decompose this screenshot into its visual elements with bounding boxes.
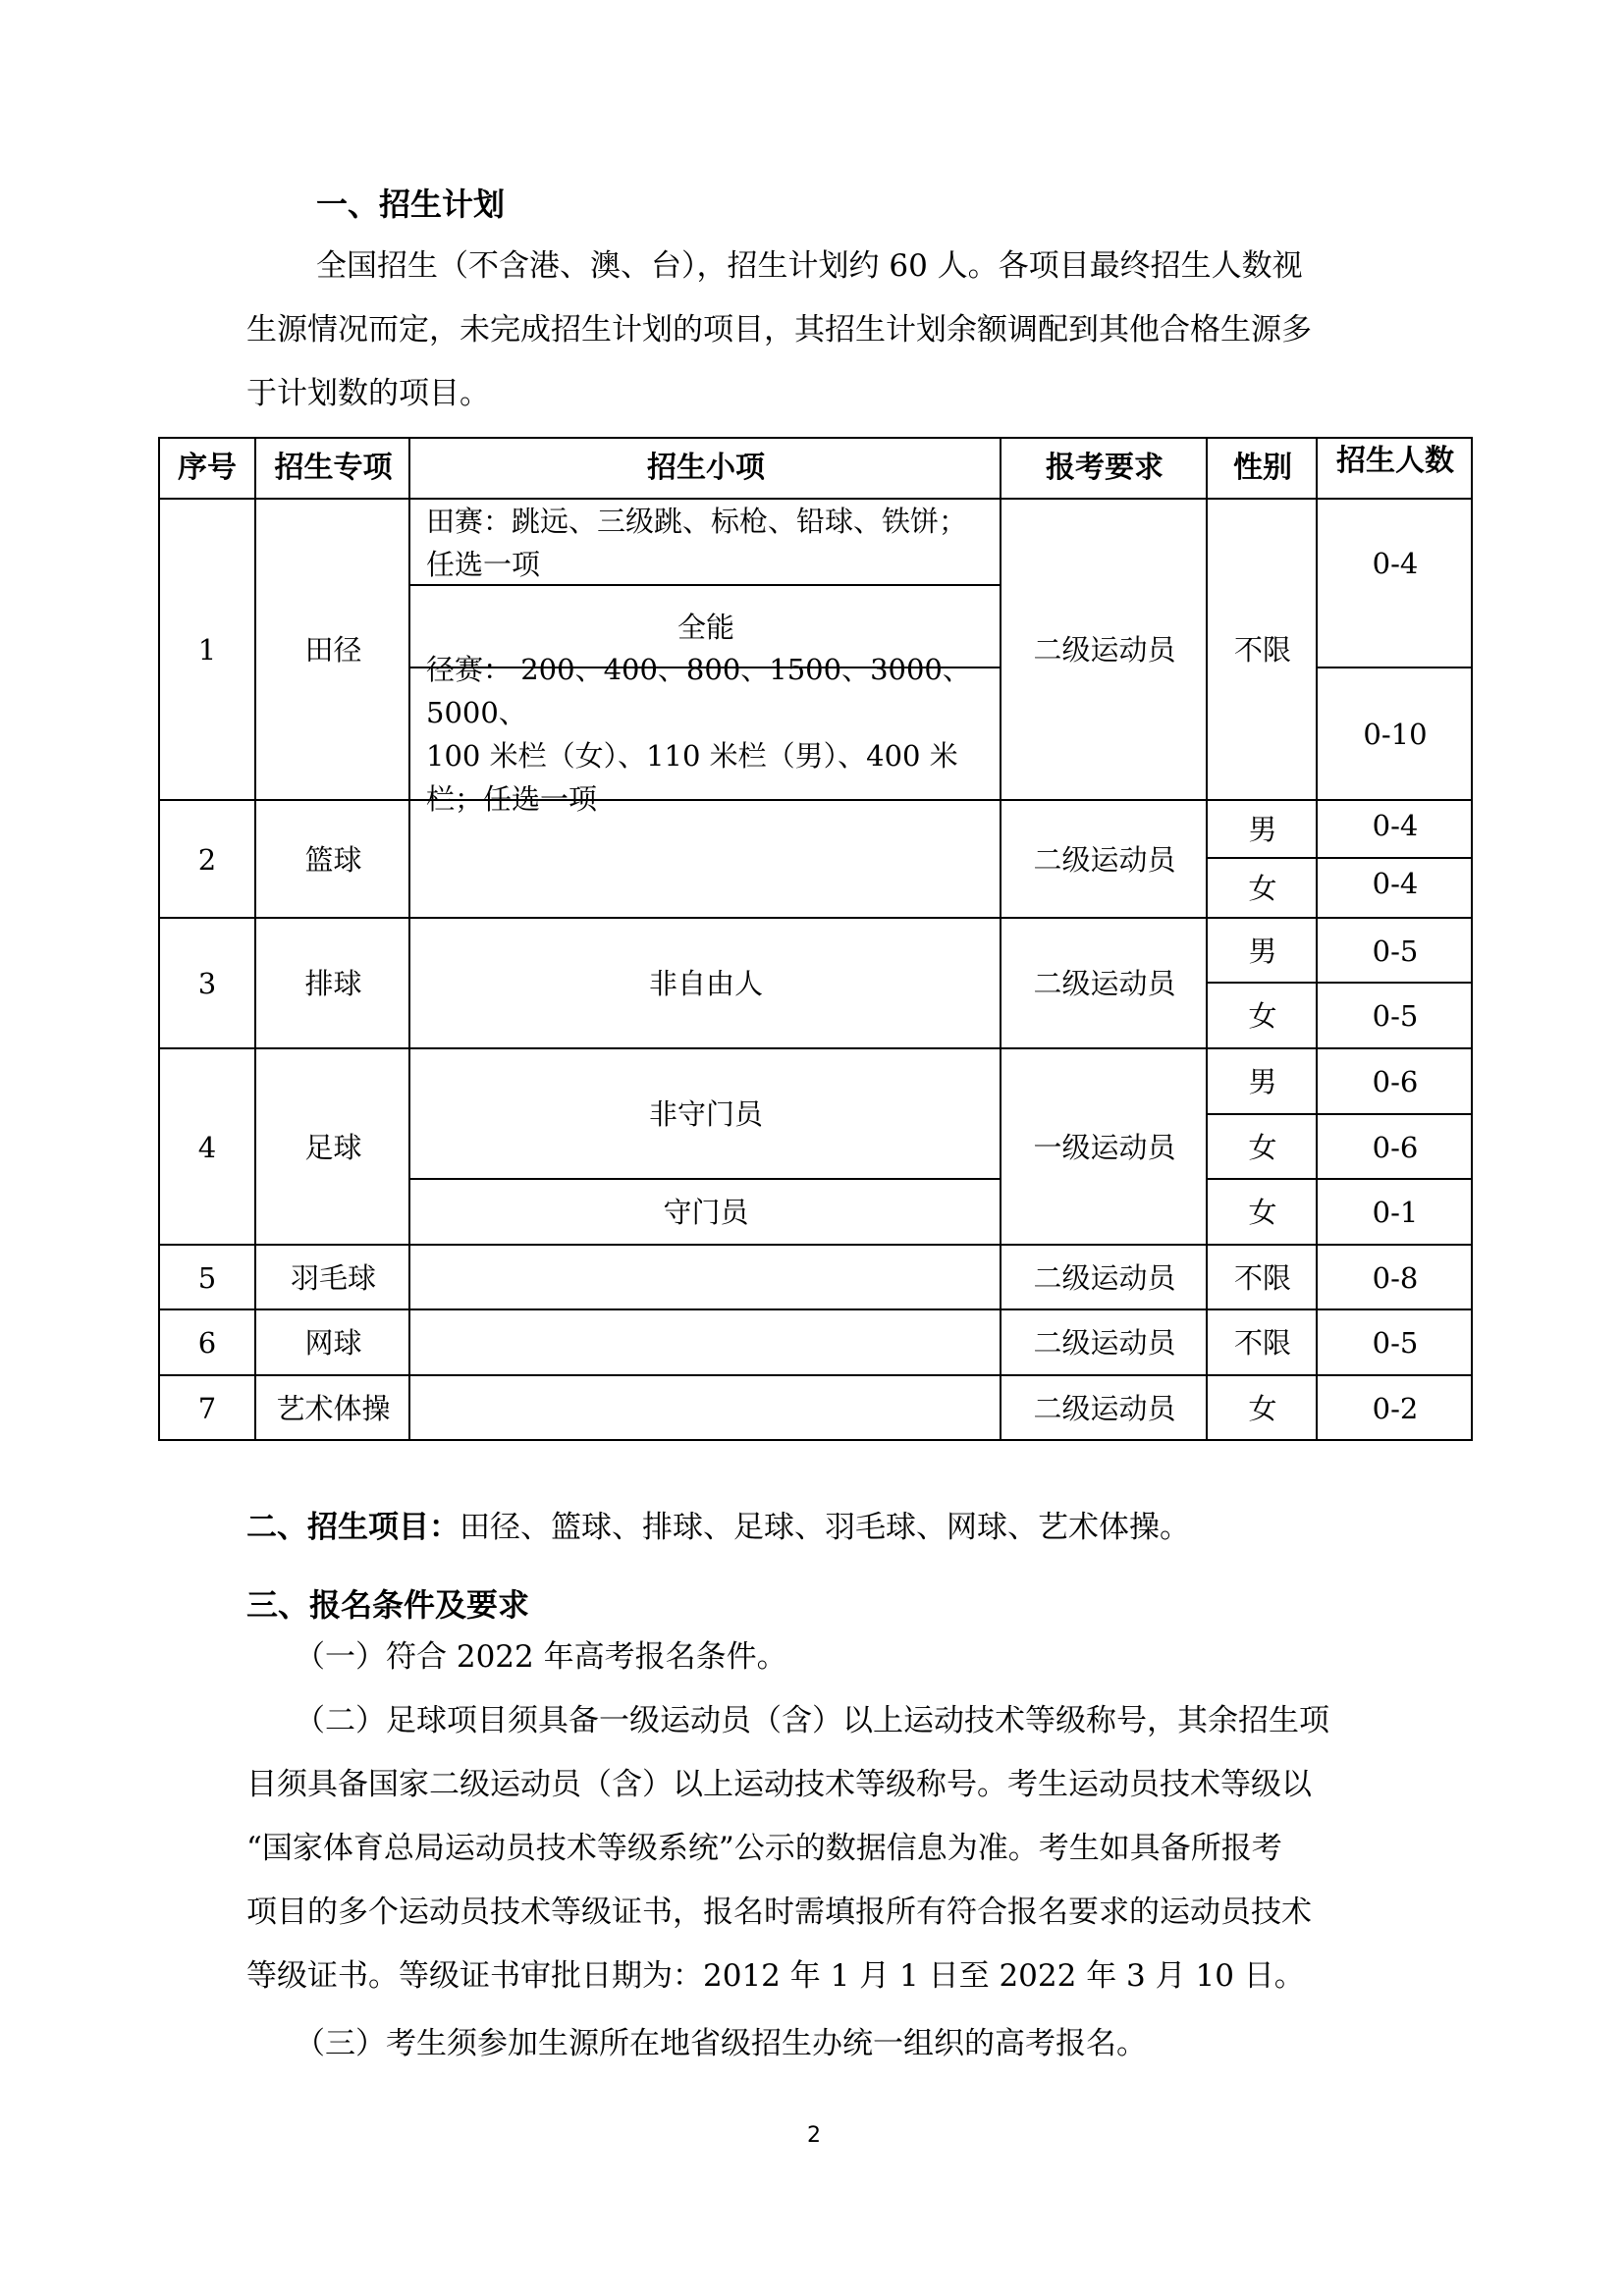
row1-requirement: 二级运动员 [1033,633,1176,667]
row7-sub [410,1376,1001,1440]
section2-line [246,1508,1190,1547]
row2-sub [410,801,1001,918]
header-count: 招生人数 [1336,444,1454,478]
row2-count-2: 0-4 [1372,867,1419,900]
section3-item-2-line-5: 等级证书。等级证书审批日期为：2012 年 1 月 1 日至 2022 年 3 月 10 日。 [246,1958,1305,1994]
row6-sub [410,1310,1001,1375]
row1-sub-field-line: 田赛：跳远、三级跳、标枪、铅球、铁饼； [426,504,968,538]
row4-sub-a: 非守门员 [648,1097,763,1131]
row2-gender-1: 男 [1248,813,1277,846]
row2-no: 2 [197,842,217,877]
row1-sport: 田径 [304,633,362,667]
row4-gender-1: 男 [1248,1065,1277,1098]
row1-sub-all: 全能 [677,610,734,644]
row1-no: 1 [197,633,217,667]
row3-count-2: 0-5 [1372,999,1419,1033]
section3-item-2-line-2: 目须具备国家二级运动员（含）以上运动技术等级称号。考生运动员技术等级以 [246,1767,1312,1802]
row1-count-a: 0-4 [1372,547,1419,580]
section2-label: 二、招生项目： [246,1510,460,1545]
row5-sub [410,1246,1001,1309]
section3-title: 三、报名条件及要求 [246,1586,530,1624]
row6-count: 0-5 [1372,1326,1419,1360]
row6-requirement: 二级运动员 [1033,1326,1176,1360]
row3-requirement: 二级运动员 [1033,967,1176,1000]
header-no: 序号 [178,451,237,485]
row4-gender-2: 女 [1248,1130,1277,1164]
row7-sport: 艺术体操 [276,1391,391,1425]
row3-sub: 非自由人 [648,967,763,1000]
header-requirement: 报考要求 [1046,451,1164,485]
row4-gender-3: 女 [1248,1196,1277,1229]
row3-no: 3 [197,967,217,1000]
row2-count-1: 0-4 [1372,809,1419,842]
row2-gender-2: 女 [1248,872,1277,905]
row3-sport: 排球 [304,967,362,1000]
section1-para-line-2: 生源情况而定，未完成招生计划的项目，其招生计划余额调配到其他合格生源多 [246,312,1312,347]
section3-item-1: （一）符合 2022 年高考报名条件。 [295,1639,787,1675]
row4-sport: 足球 [304,1130,362,1164]
row1-count-b: 0-10 [1363,718,1428,751]
row6-no: 6 [197,1326,217,1360]
header-sub-item: 招生小项 [647,451,765,485]
section3-item-2-line-1: （二）足球项目须具备一级运动员（含）以上运动技术等级称号，其余招生项 [295,1703,1329,1738]
row6-gender: 不限 [1233,1326,1291,1360]
row7-requirement: 二级运动员 [1033,1391,1176,1425]
row4-requirement: 一级运动员 [1033,1130,1176,1164]
section3-item-3: （三）考生须参加生源所在地省级招生办统一组织的高考报名。 [295,2026,1147,2061]
row5-requirement: 二级运动员 [1033,1260,1176,1295]
row1-sub-track-line: 100 米栏（女）、110 米栏（男）、400 米 [426,739,958,773]
row4-count-2: 0-6 [1372,1130,1419,1164]
row1-sub-track-line: 径赛： 200、400、800、1500、3000、5000、 [426,653,971,729]
row3-gender-1: 男 [1248,934,1277,968]
section2-text: 田径、篮球、排球、足球、羽毛球、网球、艺术体操。 [460,1510,1190,1545]
row1-sub-track-line: 栏；任选一项 [426,782,598,816]
header-sport: 招生专项 [274,451,393,485]
row1-gender: 不限 [1233,633,1291,667]
header-gender: 性别 [1233,451,1292,485]
section1-para-line-1: 全国招生（不含港、澳、台），招生计划约 60 人。各项目最终招生人数视 [316,248,1303,284]
row4-count-3: 0-1 [1372,1196,1419,1229]
row5-gender: 不限 [1233,1260,1291,1295]
row4-no: 4 [197,1130,217,1164]
row7-count: 0-2 [1372,1391,1419,1425]
row3-count-1: 0-5 [1372,934,1419,968]
row3-gender-2: 女 [1248,999,1277,1033]
row5-count: 0-8 [1372,1260,1419,1295]
row1-sub-track [410,653,1001,816]
section1-title: 一、招生计划 [316,186,506,223]
enrollment-plan-table [158,437,1473,1441]
row7-gender: 女 [1248,1391,1277,1425]
row2-requirement: 二级运动员 [1033,842,1176,877]
row4-sub-b: 守门员 [663,1196,749,1229]
row2-sport: 篮球 [304,842,362,877]
row7-no: 7 [197,1391,217,1425]
section1-para-line-3: 于计划数的项目。 [246,376,490,411]
section3-item-2-line-4: 项目的多个运动员技术等级证书，报名时需填报所有符合报名要求的运动员技术 [246,1895,1312,1930]
section3-item-2-line-3: “国家体育总局运动员技术等级系统”公示的数据信息为准。考生如具备所报考 [246,1831,1282,1866]
row5-sport: 羽毛球 [290,1260,376,1295]
row6-sport: 网球 [304,1326,362,1360]
page-number: 2 [807,2123,821,2148]
row1-sub-field [410,500,1001,585]
row5-no: 5 [197,1260,217,1295]
row1-sub-field-line: 任选一项 [426,547,541,581]
row4-count-1: 0-6 [1372,1065,1419,1098]
